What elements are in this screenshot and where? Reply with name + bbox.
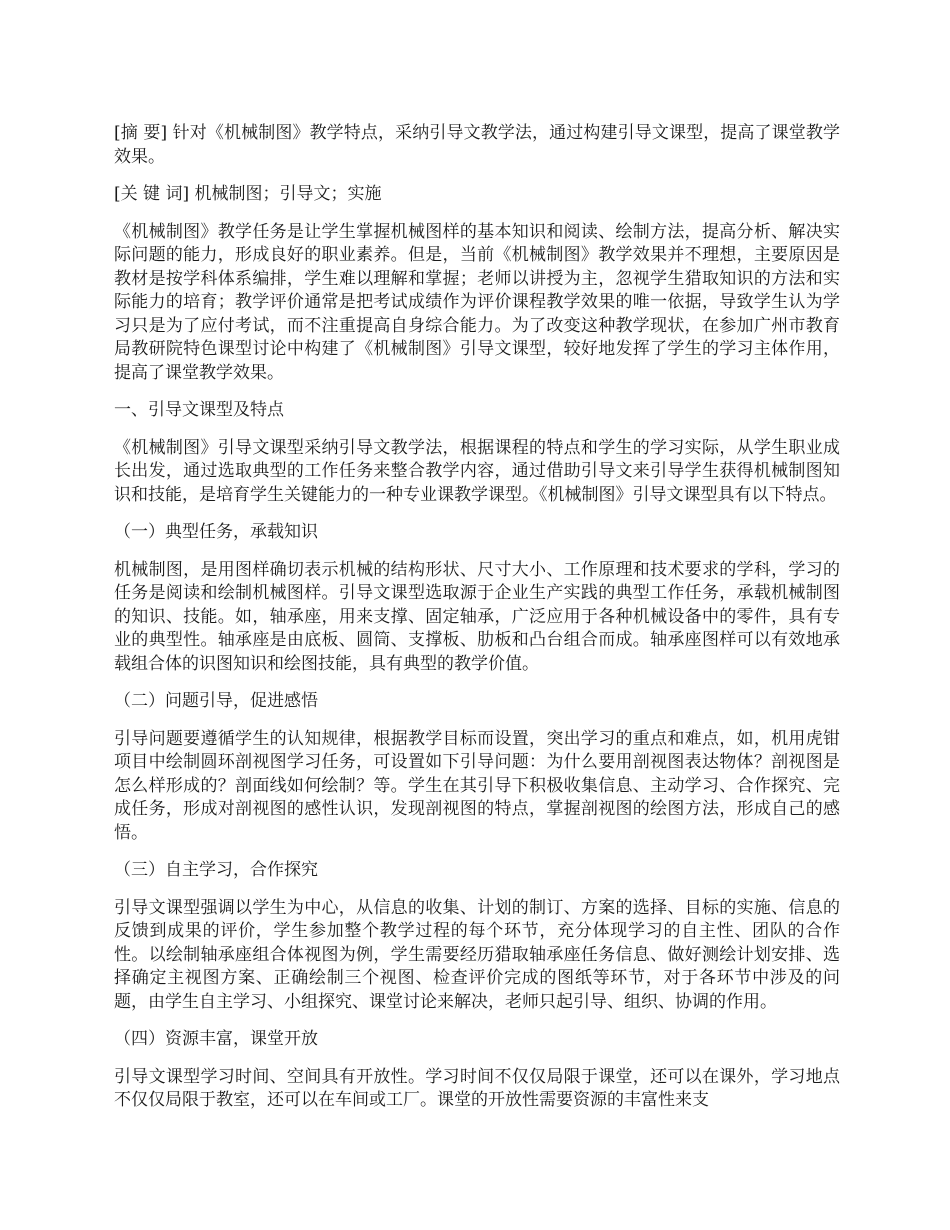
intro-paragraph: 《机械制图》教学任务是让学生掌握机械图样的基本知识和阅读、绘制方法，提高分析、解决实际问题的能力，形成良好的职业素养。但是，当前《机械制图》教学效果并不理想，主要原因是教材是按学科体系编排，学生难以理解和掌握；老师以讲授为主，忽视学生猎取知识的方法和实际能力的培育；教学评价通常是把考试成绩作为评价课程教学效果的唯一依据，导致学生认为学习只是为了应付考试，而不注重提高自身综合能力。为了改变这种教学现状，在参加广州市教育局教研院特色课型讨论中构建了《机械制图》引导文课型，较好地发挥了学生的学习主体作用，提高了课堂教学效果。	[114, 221, 840, 383]
section-1-heading: 一、引导文课型及特点	[114, 400, 284, 420]
subsection-3-paragraph: 引导文课型强调以学生为中心，从信息的收集、计划的制订、方案的选择、目标的实施、信息的反馈到成果的评价，学生参加整个教学过程的每个环节，充分体现学习的自主性、团队的合作性。以绘制轴承座组合体视图为例，学生需要经历猎取轴承座任务信息、做好测绘计划安排、选择确定主视图方案、正确绘制三个视图、检查评价完成的图纸等环节，对于各环节中涉及的问题，由学生自主学习、小组探究、课堂讨论来解决，老师只起引导、组织、协调的作用。	[114, 897, 840, 1012]
keywords-paragraph: [关 键 词] 机械制图；引导文；实施	[114, 184, 382, 204]
subsection-4-heading: （四）资源丰富，课堂开放	[114, 1029, 318, 1049]
subsection-2-paragraph: 引导问题要遵循学生的认知规律，根据教学目标而设置，突出学习的重点和难点，如，机用虎钳项目中绘制圆环剖视图学习任务，可设置如下引导问题：为什么要用剖视图表达物体？剖视图是怎么样形成的？剖面线如何绘制？等。学生在其引导下积极收集信息、主动学习、合作探究、完成任务，形成对剖视图的感性认识，发现剖视图的特点，掌握剖视图的绘图方法，形成自己的感悟。	[114, 728, 840, 843]
subsection-1-paragraph: 机械制图，是用图样确切表示机械的结构形状、尺寸大小、工作原理和技术要求的学科，学习的任务是阅读和绘制机械图样。引导文课型选取源于企业生产实践的典型工作任务，承载机械制图的知识、技能。如，轴承座，用来支撑、固定轴承，广泛应用于各种机械设备中的零件，具有专业的典型性。轴承座是由底板、圆筒、支撑板、肋板和凸台组合而成。轴承座图样可以有效地承载组合体的识图知识和绘图技能，具有典型的教学价值。	[114, 559, 840, 674]
section-1-paragraph: 《机械制图》引导文课型采纳引导文教学法，根据课程的特点和学生的学习实际，从学生职业成长出发，通过选取典型的工作任务来整合教学内容，通过借助引导文来引导学生获得机械制图知识和技能，是培育学生关键能力的一种专业课教学课型。《机械制图》引导文课型具有以下特点。	[114, 437, 840, 505]
subsection-1-heading: （一）典型任务，承载知识	[114, 522, 318, 542]
abstract-paragraph: [摘 要] 针对《机械制图》教学特点，采纳引导文教学法，通过构建引导文课型，提高了课堂教学效果。	[114, 123, 840, 167]
article-body	[114, 122, 840, 1127]
subsection-4-paragraph: 引导文课型学习时间、空间具有开放性。学习时间不仅仅局限于课堂，还可以在课外，学习地点不仅仅局限于教室，还可以在车间或工厂。课堂的开放性需要资源的丰富性来支	[114, 1066, 840, 1110]
subsection-3-heading: （三）自主学习，合作探究	[114, 860, 318, 880]
subsection-2-heading: （二）问题引导，促进感悟	[114, 691, 318, 711]
